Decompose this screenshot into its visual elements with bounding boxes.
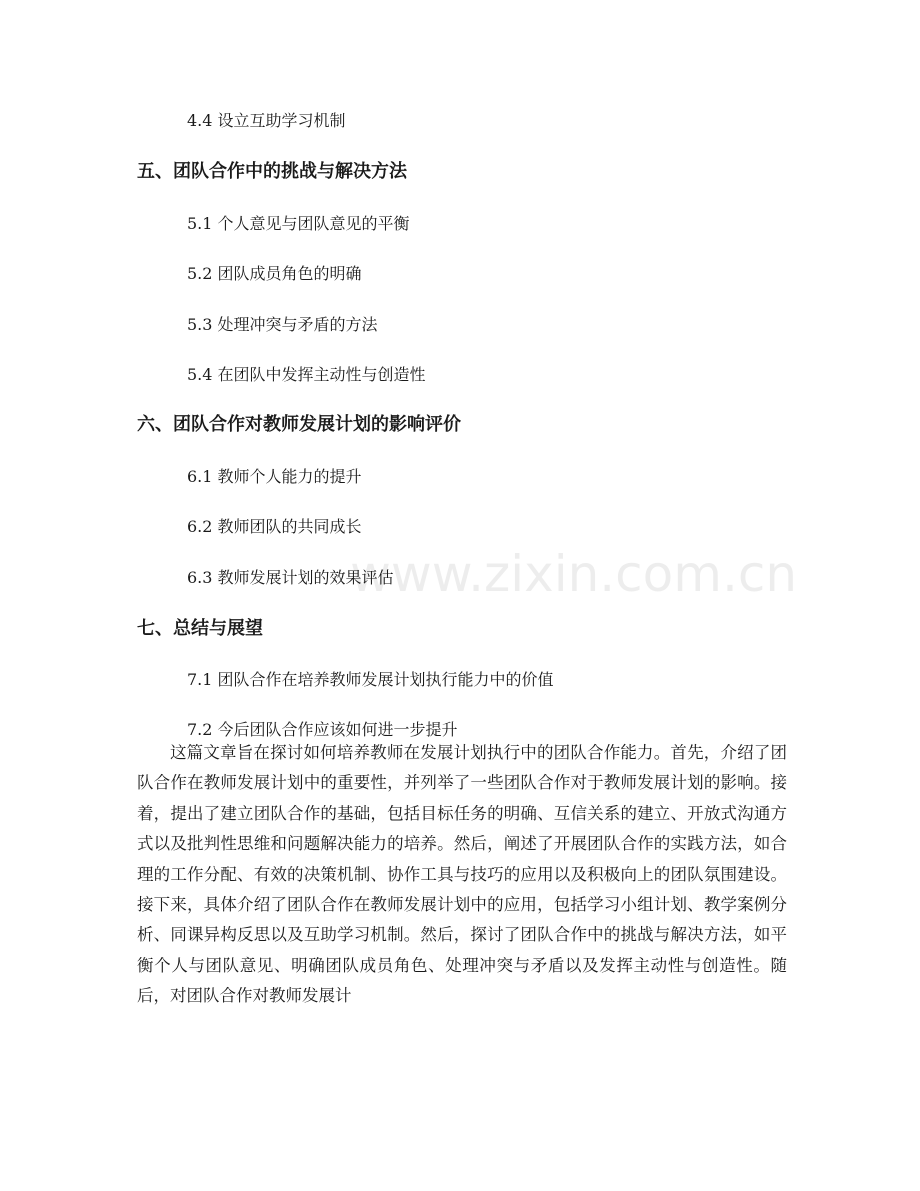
outline-item-6-2: 6.2 教师团队的共同成长: [187, 517, 362, 536]
outline-item-5-3: 5.3 处理冲突与矛盾的方法: [187, 315, 378, 334]
outline-item-7-1: 7.1 团队合作在培养教师发展计划执行能力中的价值: [187, 670, 554, 689]
outline-item-6-1: 6.1 教师个人能力的提升: [187, 467, 362, 486]
section-heading-7: 七、总结与展望: [137, 618, 263, 639]
outline-item-5-2: 5.2 团队成员角色的明确: [187, 264, 362, 283]
section-heading-6: 六、团队合作对教师发展计划的影响评价: [137, 414, 461, 435]
outline-item-5-1: 5.1 个人意见与团队意见的平衡: [187, 214, 410, 233]
outline-item-7-2: 7.2 今后团队合作应该如何进一步提升: [187, 720, 458, 739]
outline-item-5-4: 5.4 在团队中发挥主动性与创造性: [187, 365, 426, 384]
outline-item-4-4: 4.4 设立互助学习机制: [187, 111, 346, 130]
outline-item-6-3: 6.3 教师发展计划的效果评估: [187, 568, 394, 587]
summary-paragraph: 这篇文章旨在探讨如何培养教师在发展计划执行中的团队合作能力。首先，介绍了团队合作在教师发展计划中的重要性，并列举了一些团队合作对于教师发展计划的影响。接着，提出了建立团队合作的基础，包括目标任务的明确、互信关系的建立、开放式沟通方式以及批判性思维和问题解决能力的培养。然后，阐述了开展团队合作的实践方法，如合理的工作分配、有效的决策机制、协作工具与技巧的应用以及积极向上的团队氛围建设。接下来，具体介绍了团队合作在教师发展计划中的应用，包括学习小组计划、教学案例分析、同课异构反思以及互助学习机制。然后，探讨了团队合作中的挑战与解决方法，如平衡个人与团队意见、明确团队成员角色、处理冲突与矛盾以及发挥主动性与创造性。随后，对团队合作对教师发展计: [137, 743, 787, 1006]
watermark: www.zixin.com.cn: [350, 545, 798, 603]
section-heading-5: 五、团队合作中的挑战与解决方法: [137, 161, 407, 182]
